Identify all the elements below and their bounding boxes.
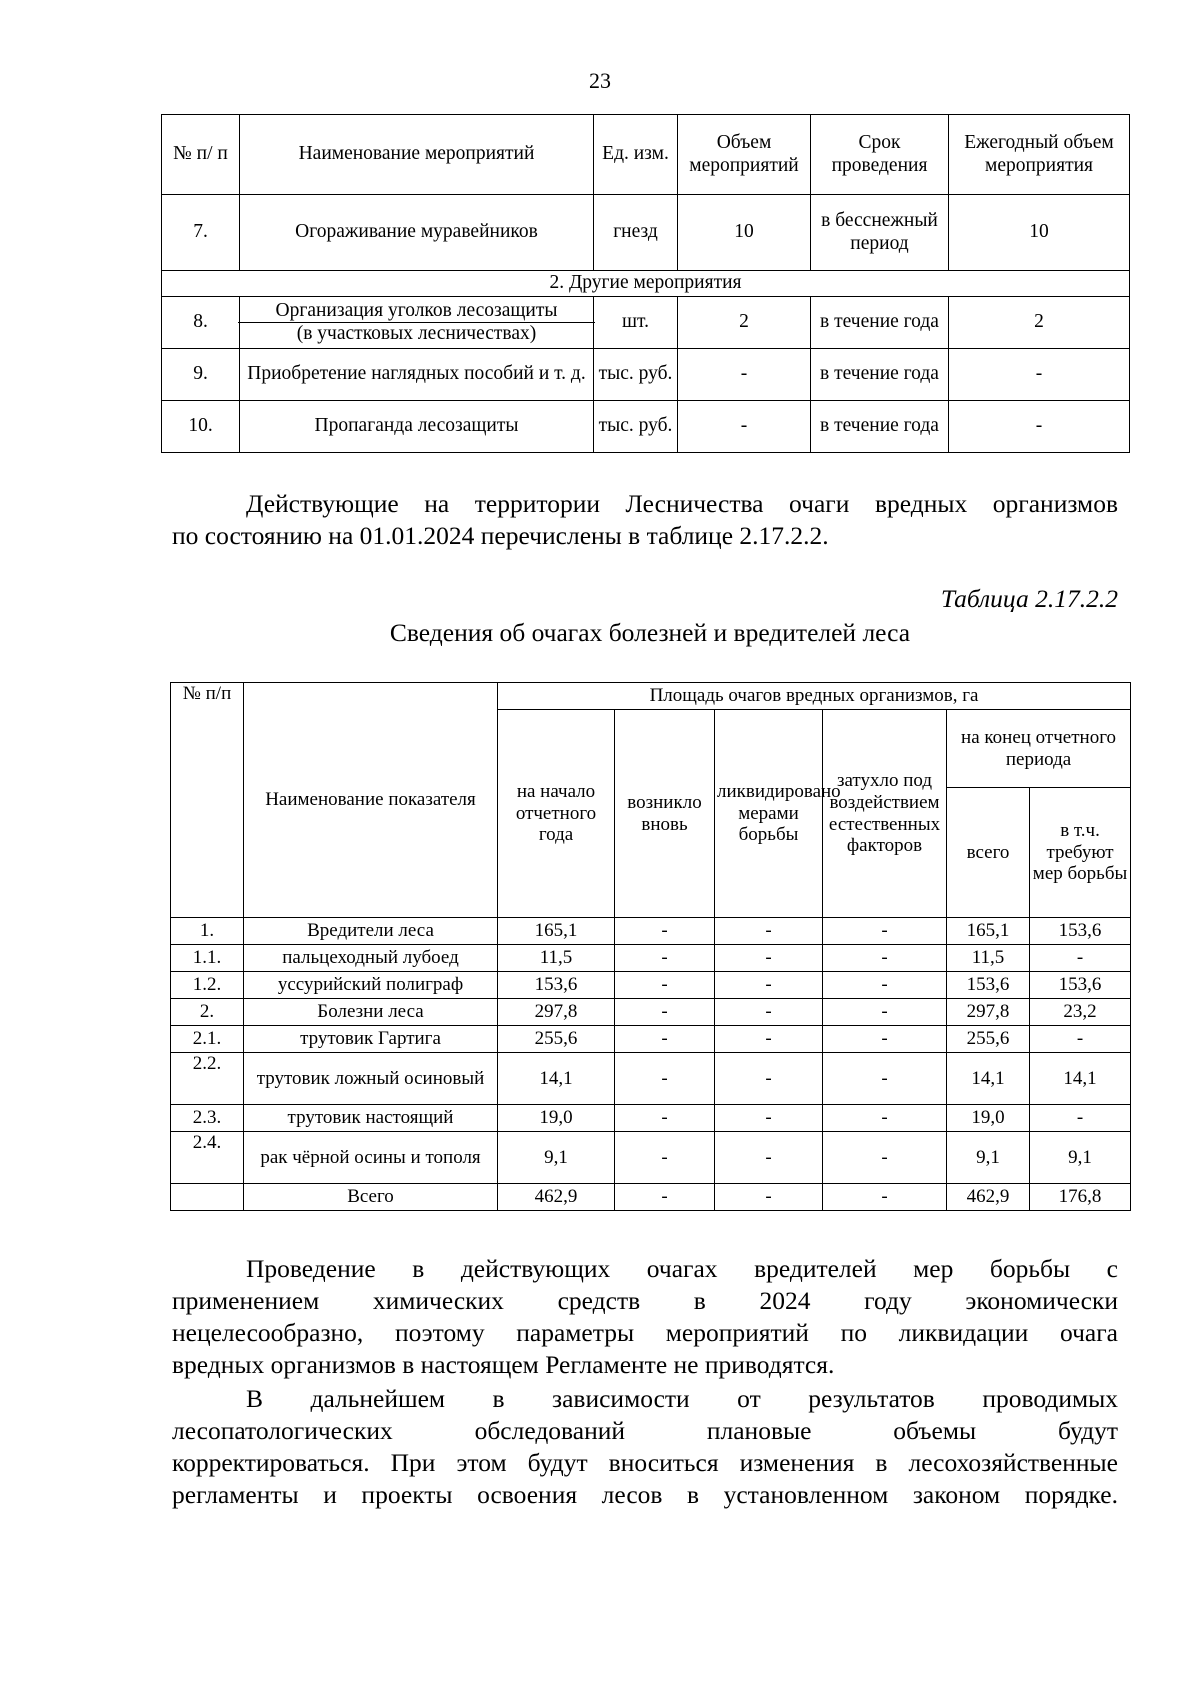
paragraph-foci <box>172 488 1118 552</box>
table-header-row <box>171 683 1131 710</box>
table-title: Сведения об очагах болезней и вредителей леса <box>389 618 911 647</box>
activities-table <box>161 114 1130 453</box>
paragraph-future <box>172 1383 1118 1511</box>
area-liquidated: - <box>715 1184 823 1211</box>
activity-name-line2: (в участковых лесничествах) <box>296 323 537 344</box>
indicator-name: рак чёрной осины и тополя <box>244 1132 498 1184</box>
area-new: - <box>615 918 715 945</box>
indicator-name: Вредители леса <box>244 918 498 945</box>
indicator-name: трутовик Гартига <box>244 1026 498 1053</box>
area-new: - <box>615 999 715 1026</box>
volume: 2 <box>678 297 811 349</box>
area-end-need: - <box>1030 1105 1131 1132</box>
header-area: Площадь очагов вредных организмов, га <box>498 683 1131 710</box>
area-faded: - <box>823 1053 947 1105</box>
paragraph-line: вредных организмов в настоящем Регламенте не приводятся. <box>172 1350 835 1379</box>
area-end-total: 9,1 <box>947 1132 1030 1184</box>
paragraph-line: по состоянию на 01.01.2024 перечислены в таблице 2.17.2.2. <box>172 521 829 550</box>
annual-volume: 2 <box>949 297 1130 349</box>
header-new: возникло вновь <box>615 710 715 918</box>
indicator-name: Болезни леса <box>244 999 498 1026</box>
area-end-total: 14,1 <box>947 1053 1030 1105</box>
row-number <box>171 1184 244 1211</box>
area-faded: - <box>823 1026 947 1053</box>
annual-volume: 10 <box>949 195 1130 271</box>
row-number: 1.1. <box>171 945 244 972</box>
area-liquidated: - <box>715 918 823 945</box>
area-end-total: 11,5 <box>947 945 1030 972</box>
row-number: 2.3. <box>171 1105 244 1132</box>
annual-volume: - <box>949 401 1130 453</box>
header-faded: затухло под воздействием естественных факторов <box>823 710 947 918</box>
unit: шт. <box>594 297 678 349</box>
section-title: 2. Другие мероприятия <box>162 271 1130 297</box>
activity-name <box>240 297 594 349</box>
row-number: 2.1. <box>171 1026 244 1053</box>
area-start: 153,6 <box>498 972 615 999</box>
area-liquidated: - <box>715 972 823 999</box>
area-liquidated: - <box>715 1105 823 1132</box>
volume: 10 <box>678 195 811 271</box>
area-end-total: 297,8 <box>947 999 1030 1026</box>
table-body <box>171 918 1131 1211</box>
area-liquidated: - <box>715 1132 823 1184</box>
indicator-name: Всего <box>244 1184 498 1211</box>
row-number: 7. <box>162 195 240 271</box>
table-row <box>171 1026 1131 1053</box>
header-need: в т.ч. требуют мер борьбы <box>1030 788 1131 918</box>
row-number: 2.2. <box>171 1053 244 1105</box>
table-row <box>171 1105 1131 1132</box>
area-start: 9,1 <box>498 1132 615 1184</box>
table-row <box>162 401 1130 453</box>
activity-name-line1: Организация уголков лесозащиты <box>238 300 595 323</box>
term: в течение года <box>811 401 949 453</box>
row-number: 8. <box>162 297 240 349</box>
indicator-name: трутовик ложный осиновый <box>244 1053 498 1105</box>
area-end-need: 153,6 <box>1030 972 1131 999</box>
unit: тыс. руб. <box>594 401 678 453</box>
header-cell: Ед. изм. <box>594 115 678 195</box>
indicator-name: пальцеходный лубоед <box>244 945 498 972</box>
term: в бесснежный период <box>811 195 949 271</box>
table-row <box>162 349 1130 401</box>
area-end-need: - <box>1030 945 1131 972</box>
area-liquidated: - <box>715 999 823 1026</box>
area-faded: - <box>823 1184 947 1211</box>
term: в течение года <box>811 349 949 401</box>
table-row <box>162 297 1130 349</box>
area-faded: - <box>823 972 947 999</box>
row-number: 2. <box>171 999 244 1026</box>
page-number: 23 <box>589 68 611 93</box>
area-end-need: 23,2 <box>1030 999 1131 1026</box>
table-row <box>162 195 1130 271</box>
paragraph-line: корректироваться. При этом будут вноситься изменения в лесохозяйственные <box>172 1448 1118 1477</box>
area-end-total: 165,1 <box>947 918 1030 945</box>
area-end-total: 153,6 <box>947 972 1030 999</box>
area-start: 255,6 <box>498 1026 615 1053</box>
term: в течение года <box>811 297 949 349</box>
header-cell: Ежегодный объем мероприятия <box>949 115 1130 195</box>
area-start: 165,1 <box>498 918 615 945</box>
area-start: 11,5 <box>498 945 615 972</box>
paragraph-line: В дальнейшем в зависимости от результатов проводимых <box>246 1384 1118 1413</box>
area-faded: - <box>823 999 947 1026</box>
area-end-need: 176,8 <box>1030 1184 1131 1211</box>
header-total: всего <box>947 788 1030 918</box>
area-new: - <box>615 1105 715 1132</box>
paragraph-line: применением химических средств в 2024 году экономически <box>172 1286 1118 1315</box>
area-end-need: 153,6 <box>1030 918 1131 945</box>
header-name: Наименование показателя <box>244 683 498 918</box>
area-faded: - <box>823 1132 947 1184</box>
area-end-total: 255,6 <box>947 1026 1030 1053</box>
area-end-total: 19,0 <box>947 1105 1030 1132</box>
volume: - <box>678 349 811 401</box>
paragraph-line: Действующие на территории Лесничества очаги вредных организмов <box>246 489 1118 518</box>
paragraph-line: Проведение в действующих очагах вредителей мер борьбы с <box>246 1254 1118 1283</box>
area-end-need: 14,1 <box>1030 1053 1131 1105</box>
area-new: - <box>615 972 715 999</box>
header-cell: Срок проведения <box>811 115 949 195</box>
area-liquidated: - <box>715 1053 823 1105</box>
header-num: № п/п <box>171 683 244 918</box>
area-liquidated: - <box>715 1026 823 1053</box>
header-start: на начало отчетного года <box>498 710 615 918</box>
area-faded: - <box>823 918 947 945</box>
indicator-name: трутовик настоящий <box>244 1105 498 1132</box>
unit: гнезд <box>594 195 678 271</box>
header-cell: Наименование мероприятий <box>240 115 594 195</box>
area-end-total: 462,9 <box>947 1184 1030 1211</box>
area-start: 14,1 <box>498 1053 615 1105</box>
unit: тыс. руб. <box>594 349 678 401</box>
table-row <box>171 918 1131 945</box>
area-new: - <box>615 1132 715 1184</box>
table-row <box>171 972 1131 999</box>
header-cell: Объем мероприятий <box>678 115 811 195</box>
activity-name: Пропаганда лесозащиты <box>240 401 594 453</box>
area-end-need: - <box>1030 1026 1131 1053</box>
table-row <box>171 1053 1131 1105</box>
paragraph-chemicals <box>172 1253 1118 1381</box>
area-new: - <box>615 945 715 972</box>
row-number: 1. <box>171 918 244 945</box>
area-liquidated: - <box>715 945 823 972</box>
row-number: 9. <box>162 349 240 401</box>
paragraph-line: нецелесообразно, поэтому параметры мероприятий по ликвидации очага <box>172 1318 1118 1347</box>
volume: - <box>678 401 811 453</box>
paragraph-line: регламенты и проекты освоения лесов в установленном законом порядке. <box>172 1480 1118 1509</box>
area-new: - <box>615 1184 715 1211</box>
row-number: 1.2. <box>171 972 244 999</box>
table-header-row <box>162 115 1130 195</box>
header-end: на конец отчетного периода <box>947 710 1131 788</box>
table-label: Таблица 2.17.2.2 <box>940 584 1118 613</box>
area-start: 19,0 <box>498 1105 615 1132</box>
section-row <box>162 271 1130 297</box>
area-new: - <box>615 1026 715 1053</box>
activity-name: Приобретение наглядных пособий и т. д. <box>240 349 594 401</box>
paragraph-line: лесопатологических обследований плановые объемы будут <box>172 1416 1118 1445</box>
header-liquidated: ликвидировано мерами борьбы <box>715 710 823 918</box>
table-row <box>171 1132 1131 1184</box>
area-faded: - <box>823 1105 947 1132</box>
table-row <box>171 999 1131 1026</box>
area-start: 297,8 <box>498 999 615 1026</box>
foci-table <box>170 682 1131 1211</box>
area-new: - <box>615 1053 715 1105</box>
annual-volume: - <box>949 349 1130 401</box>
table-row <box>171 1184 1131 1211</box>
indicator-name: уссурийский полиграф <box>244 972 498 999</box>
row-number: 10. <box>162 401 240 453</box>
row-number: 2.4. <box>171 1132 244 1184</box>
area-start: 462,9 <box>498 1184 615 1211</box>
table-row <box>171 945 1131 972</box>
activity-name: Огораживание муравейников <box>240 195 594 271</box>
area-end-need: 9,1 <box>1030 1132 1131 1184</box>
area-faded: - <box>823 945 947 972</box>
header-cell: № п/ п <box>162 115 240 195</box>
